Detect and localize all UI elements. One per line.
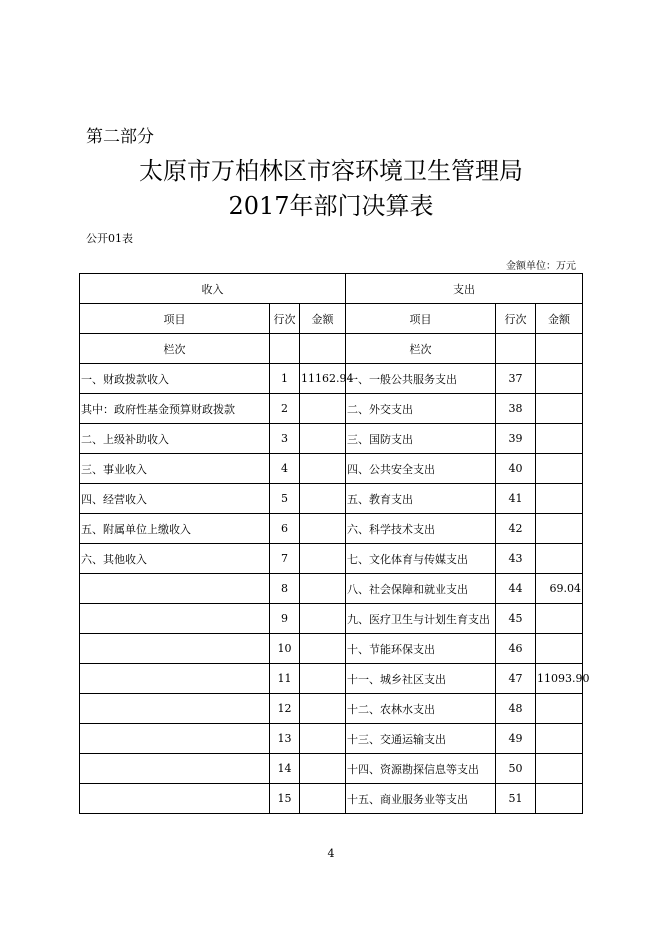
expense-item-cell: 四、公共安全支出 [346,454,496,484]
expense-rowno-cell: 47 [496,664,536,694]
expense-item-cell: 八、社会保障和就业支出 [346,574,496,604]
expense-column-label: 栏次 [346,334,496,364]
income-item-header: 项目 [80,304,270,334]
income-item-cell: 五、附属单位上缴收入 [80,514,270,544]
income-rowno-cell: 10 [270,634,300,664]
expense-amount-cell [536,694,583,724]
expense-header: 支出 [346,274,583,304]
expense-item-cell: 十三、交通运输支出 [346,724,496,754]
income-amount-cell: 11162.94 [300,364,346,394]
income-rowno-cell: 4 [270,454,300,484]
expense-rowno-cell: 50 [496,754,536,784]
table-row [80,364,583,394]
expense-amount-cell: 69.04 [536,574,583,604]
income-item-cell [80,634,270,664]
table-row [80,754,583,784]
income-rowno-cell: 5 [270,484,300,514]
table-row [80,394,583,424]
income-amount-cell [300,724,346,754]
expense-item-cell: 三、国防支出 [346,424,496,454]
table-row [80,784,583,814]
income-rowno-cell: 13 [270,724,300,754]
expense-rowno-cell: 49 [496,724,536,754]
income-item-cell [80,664,270,694]
income-rowno-cell: 14 [270,754,300,784]
expense-item-cell: 一、一般公共服务支出 [346,364,496,394]
expense-rowno-cell: 38 [496,394,536,424]
income-rowno-cell: 1 [270,364,300,394]
table-row [80,574,583,604]
income-amount-cell [300,454,346,484]
income-item-cell [80,724,270,754]
table-row [80,514,583,544]
unit-label: 金额单位：万元 [506,261,576,272]
expense-amount-cell [536,724,583,754]
income-item-cell: 六、其他收入 [80,544,270,574]
page-number: 4 [327,847,335,860]
expense-rowno-cell: 44 [496,574,536,604]
income-rowno-cell: 15 [270,784,300,814]
header-row-columns [80,304,583,334]
empty-cell [536,334,583,364]
income-item-cell [80,784,270,814]
income-header: 收入 [80,274,346,304]
table-row [80,634,583,664]
expense-amount-cell [536,604,583,634]
income-amount-cell [300,484,346,514]
expense-item-cell: 九、医疗卫生与计划生育支出 [346,604,496,634]
expense-amount-cell [536,394,583,424]
expense-amount-cell [536,544,583,574]
expense-amount-cell [536,454,583,484]
expense-amount-header: 金额 [536,304,583,334]
expense-amount-cell [536,784,583,814]
table-row [80,424,583,454]
income-rowno-cell: 7 [270,544,300,574]
expense-item-cell: 七、文化体育与传媒支出 [346,544,496,574]
expense-rowno-cell: 40 [496,454,536,484]
table-row [80,724,583,754]
income-rowno-cell: 11 [270,664,300,694]
income-rowno-cell: 8 [270,574,300,604]
expense-item-header: 项目 [346,304,496,334]
expense-item-cell: 十四、资源勘探信息等支出 [346,754,496,784]
page-subtitle: 2017年部门决算表 [228,192,434,220]
expense-item-cell: 十二、农林水支出 [346,694,496,724]
income-item-cell: 四、经营收入 [80,484,270,514]
table-row [80,454,583,484]
expense-amount-cell [536,754,583,784]
income-item-cell [80,694,270,724]
income-item-cell [80,604,270,634]
income-amount-cell [300,604,346,634]
income-rowno-cell: 9 [270,604,300,634]
income-amount-cell [300,754,346,784]
table-id: 公开01表 [86,232,133,245]
header-row-section [80,274,583,304]
expense-rowno-cell: 39 [496,424,536,454]
expense-rowno-cell: 43 [496,544,536,574]
part-label: 第二部分 [86,127,154,147]
expense-amount-cell [536,484,583,514]
expense-rowno-cell: 37 [496,364,536,394]
empty-cell [496,334,536,364]
page-title: 太原市万柏林区市容环境卫生管理局 [139,157,523,185]
income-amount-cell [300,574,346,604]
table-row [80,604,583,634]
income-amount-cell [300,784,346,814]
income-amount-cell [300,694,346,724]
table-row [80,544,583,574]
income-item-cell: 二、上级补助收入 [80,424,270,454]
income-amount-cell [300,664,346,694]
income-amount-cell [300,544,346,574]
expense-item-cell: 二、外交支出 [346,394,496,424]
expense-item-cell: 十五、商业服务业等支出 [346,784,496,814]
expense-item-cell: 十一、城乡社区支出 [346,664,496,694]
expense-rowno-cell: 41 [496,484,536,514]
income-rowno-cell: 2 [270,394,300,424]
income-item-cell: 三、事业收入 [80,454,270,484]
expense-item-cell: 十、节能环保支出 [346,634,496,664]
income-item-cell [80,574,270,604]
expense-rowno-cell: 42 [496,514,536,544]
table-row [80,664,583,694]
income-rowno-cell: 12 [270,694,300,724]
expense-amount-cell [536,424,583,454]
expense-amount-cell [536,634,583,664]
income-rowno-header: 行次 [270,304,300,334]
expense-amount-cell: 11093.90 [536,664,583,694]
income-amount-header: 金额 [300,304,346,334]
empty-cell [300,334,346,364]
table-row [80,484,583,514]
income-amount-cell [300,394,346,424]
expense-item-cell: 六、科学技术支出 [346,514,496,544]
expense-rowno-cell: 46 [496,634,536,664]
income-rowno-cell: 6 [270,514,300,544]
income-amount-cell [300,514,346,544]
budget-table [79,273,590,814]
table-row [80,694,583,724]
income-amount-cell [300,424,346,454]
expense-rowno-cell: 48 [496,694,536,724]
header-row-column-index [80,334,583,364]
expense-item-cell: 五、教育支出 [346,484,496,514]
expense-rowno-cell: 45 [496,604,536,634]
income-item-cell [80,754,270,784]
expense-rowno-cell: 51 [496,784,536,814]
expense-rowno-header: 行次 [496,304,536,334]
income-rowno-cell: 3 [270,424,300,454]
income-item-cell: 一、财政拨款收入 [80,364,270,394]
income-amount-cell [300,634,346,664]
income-column-label: 栏次 [80,334,270,364]
empty-cell [270,334,300,364]
income-item-cell: 其中：政府性基金预算财政拨款 [80,394,270,424]
expense-amount-cell [536,364,583,394]
expense-amount-cell [536,514,583,544]
